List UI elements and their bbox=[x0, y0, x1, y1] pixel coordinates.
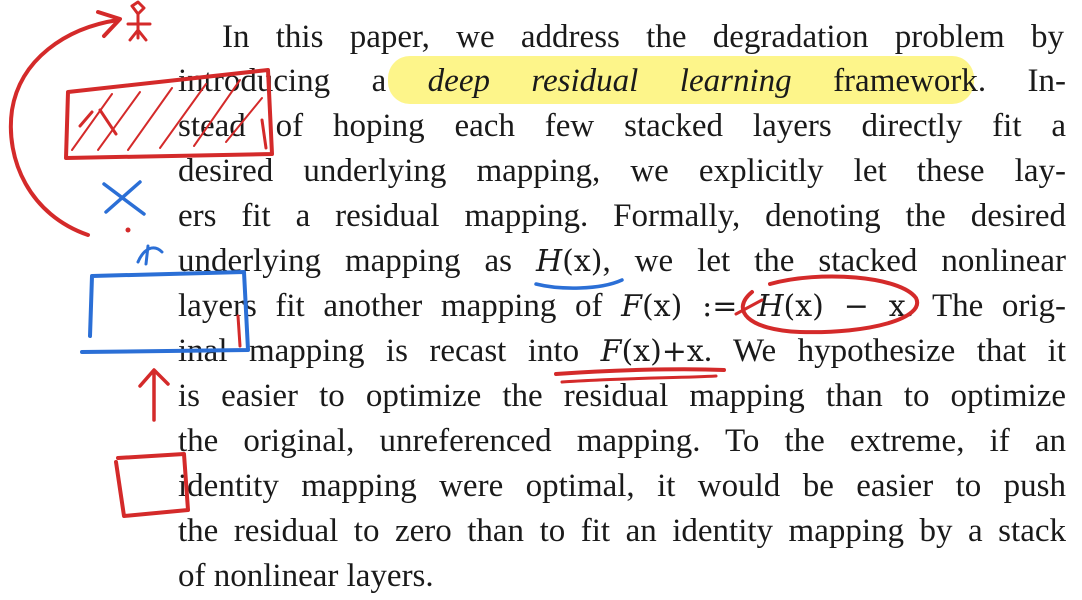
math-text: (x)+x bbox=[621, 334, 704, 369]
text-segment: framework. In- bbox=[833, 63, 1066, 99]
text-line-4: desired underlying mapping, we explicitly let these lay- bbox=[178, 153, 1066, 189]
blue-x-mark bbox=[104, 182, 144, 214]
math-symbol: H bbox=[757, 289, 784, 324]
math-text: (x) := bbox=[641, 289, 738, 324]
red-loop-arrow bbox=[11, 20, 118, 235]
text-line-3: stead of hoping each few stacked layers directly fit a bbox=[178, 108, 1066, 144]
math-text: (x) − x bbox=[783, 289, 906, 324]
text-line-7 bbox=[178, 284, 1066, 328]
red-up-arrow bbox=[140, 370, 168, 420]
text-segment: inal mapping is recast into bbox=[178, 333, 580, 369]
red-arrowhead-top bbox=[98, 12, 120, 36]
highlighted-phrase: deep residual learning bbox=[427, 63, 792, 99]
text-segment: , we let the stacked nonlinear bbox=[602, 243, 1066, 279]
text-segment: . The orig- bbox=[905, 288, 1067, 324]
text-line-5: ers fit a residual mapping. Formally, denoting the desired bbox=[178, 198, 1066, 234]
red-figure-icon bbox=[128, 2, 150, 40]
text-line-12: the residual to zero than to fit an identity mapping by a stack bbox=[178, 513, 1066, 549]
text-line-13: of nonlinear layers. bbox=[178, 558, 434, 594]
math-symbol: F bbox=[621, 289, 642, 324]
text-line-1: In this paper, we address the degradation problem by bbox=[222, 19, 1064, 55]
text-segment: underlying mapping as bbox=[178, 243, 512, 279]
math-symbol: F bbox=[600, 334, 622, 369]
math-F-plus-x bbox=[601, 334, 704, 369]
math-text: (x) bbox=[562, 244, 603, 279]
math-H-of-x bbox=[536, 244, 603, 279]
math-symbol: H bbox=[535, 244, 563, 279]
text-line-6 bbox=[178, 239, 1066, 283]
red-dot bbox=[126, 228, 131, 233]
red-hatch-mark bbox=[80, 110, 116, 134]
text-segment: layers fit another mapping of bbox=[178, 288, 603, 324]
text-line-9: is easier to optimize the residual mapping than to optimize bbox=[178, 378, 1066, 414]
text-segment: introducing a bbox=[178, 63, 387, 99]
text-line-10: the original, unreferenced mapping. To the extreme, if an bbox=[178, 423, 1066, 459]
text-segment: . We hypothesize that it bbox=[703, 333, 1067, 369]
text-line-11: identity mapping were optimal, it would be easier to push bbox=[178, 468, 1066, 504]
text-line-8 bbox=[178, 329, 1066, 373]
text-line-2 bbox=[178, 59, 1066, 103]
blue-up-arrow bbox=[138, 246, 162, 264]
math-F-definition bbox=[621, 289, 906, 324]
